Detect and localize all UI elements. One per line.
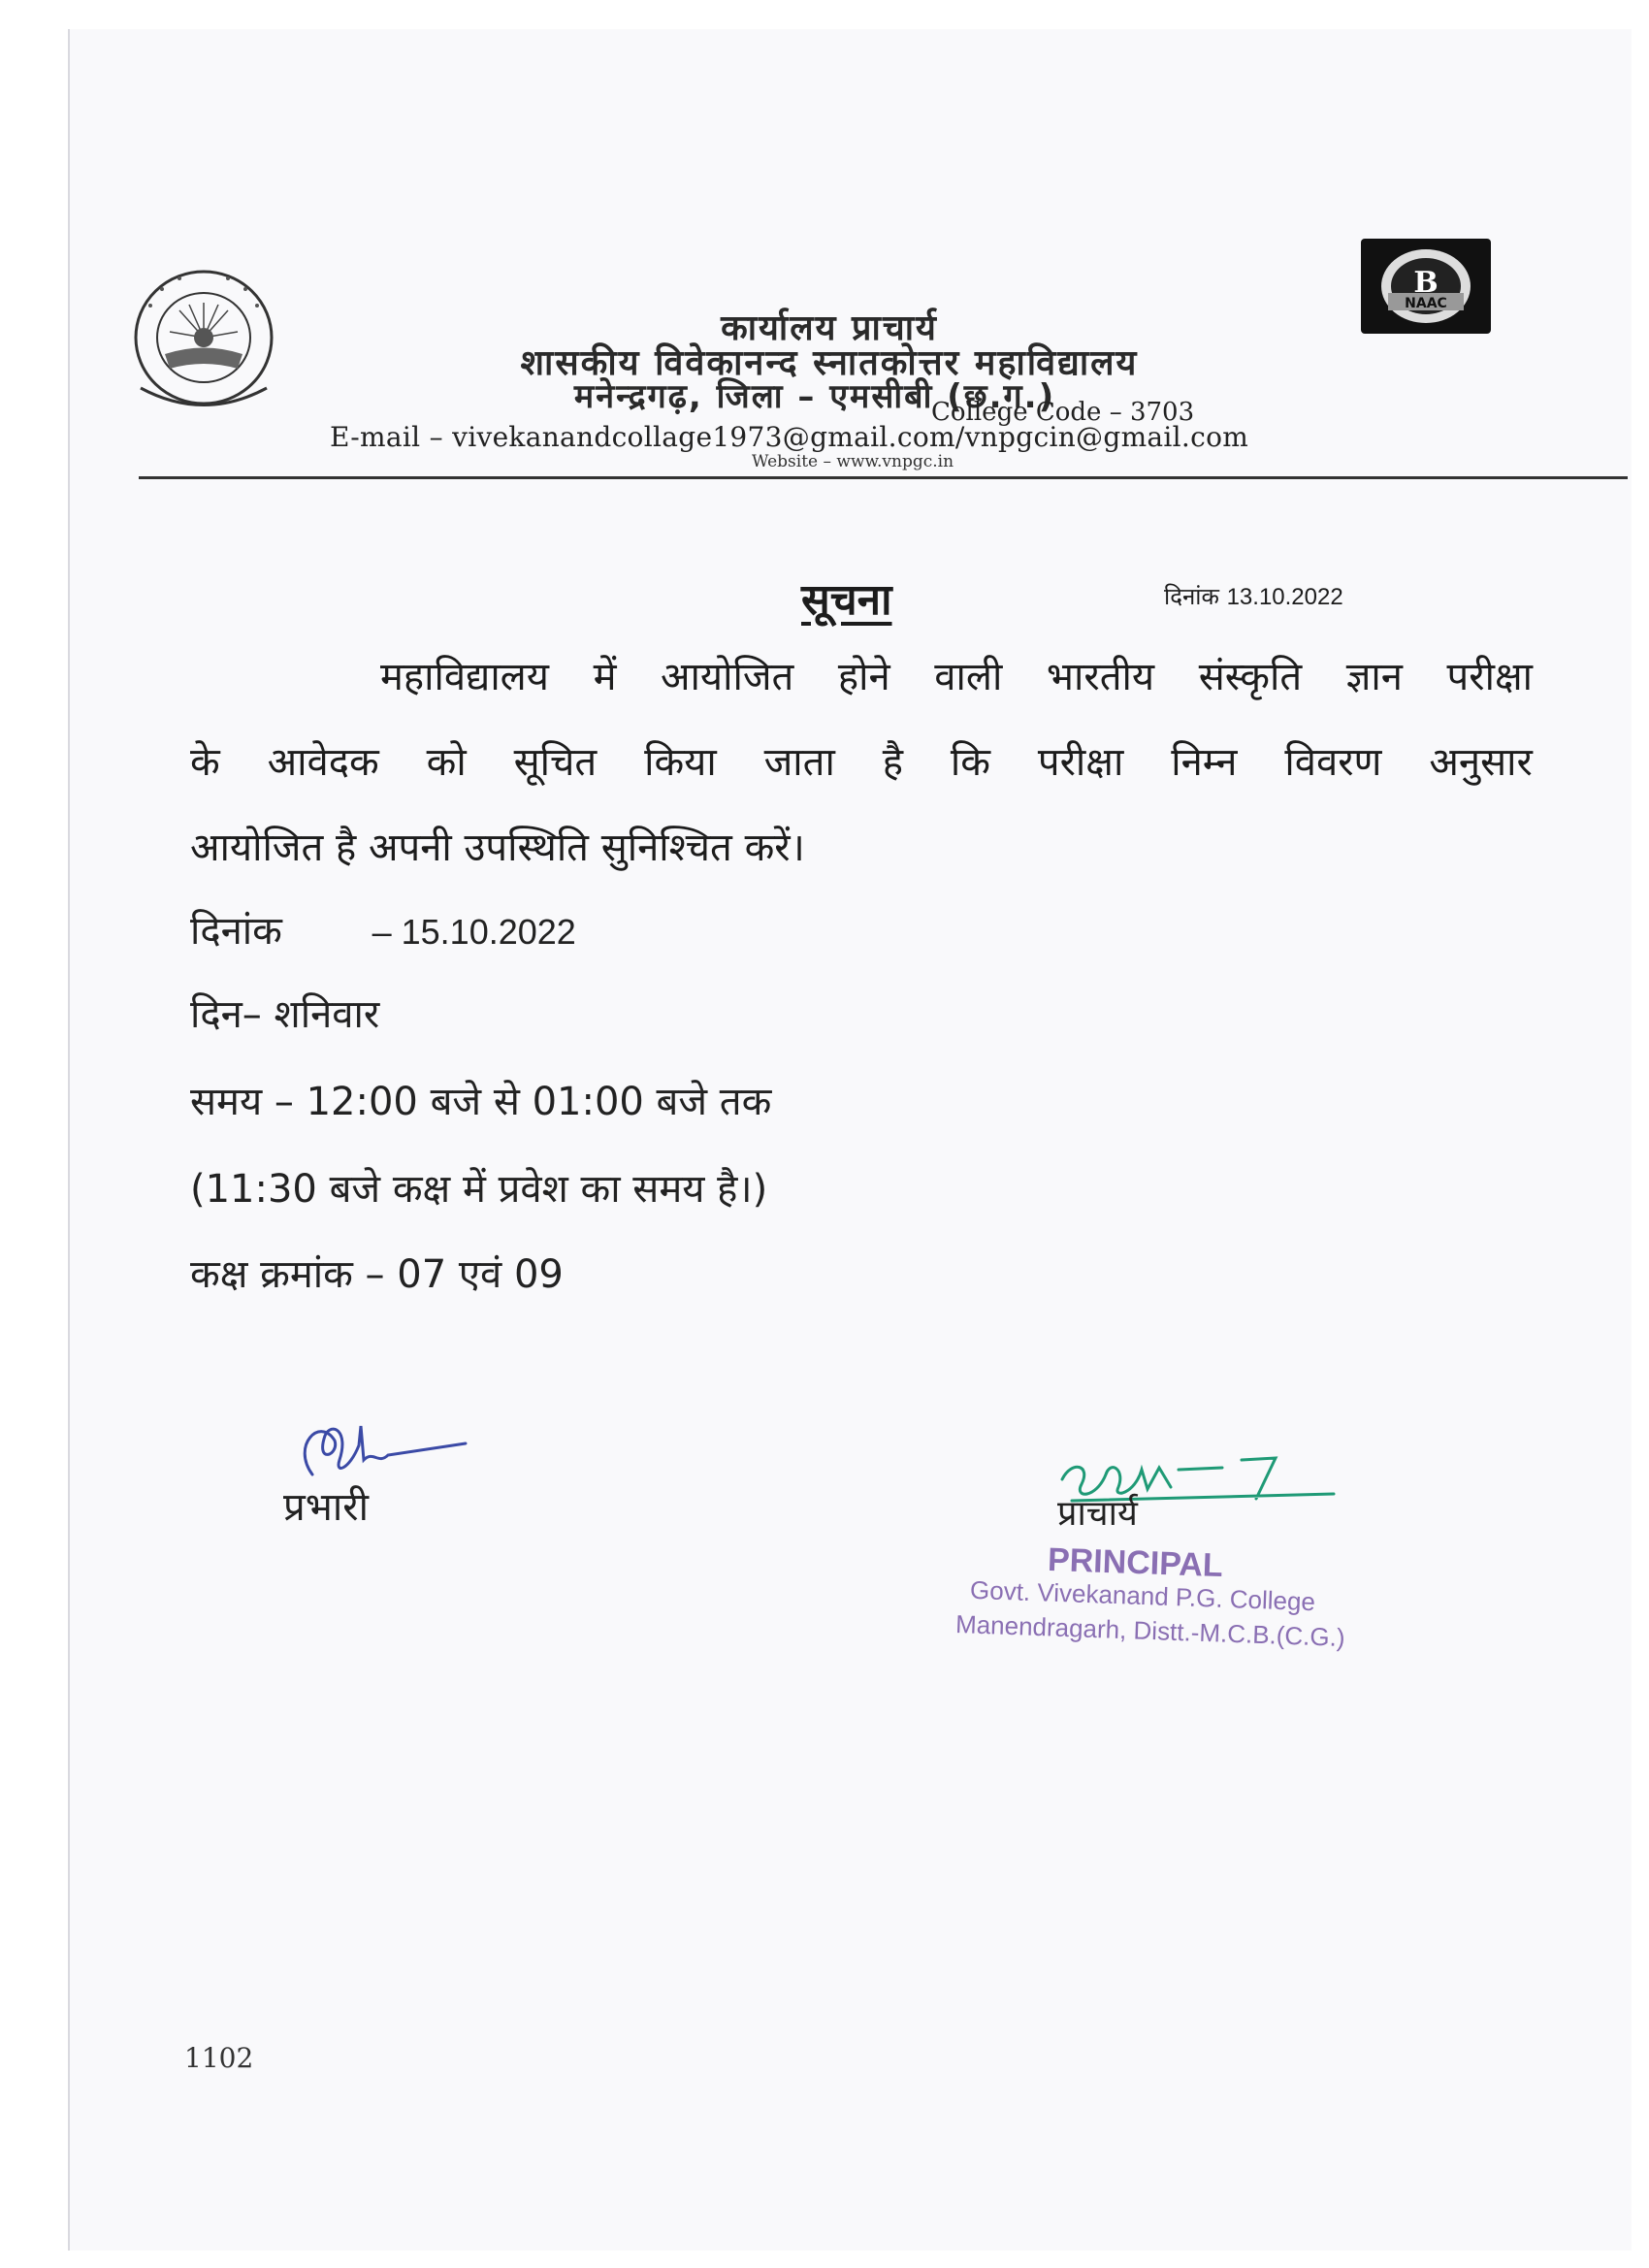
exam-room: कक्ष क्रमांक – 07 एवं 09 bbox=[190, 1252, 564, 1297]
notice-title: सूचना bbox=[801, 575, 892, 625]
paragraph-word: महाविद्यालय bbox=[380, 655, 549, 699]
exam-time: समय – 12:00 बजे से 01:00 बजे तक bbox=[190, 1080, 772, 1124]
principal-stamp-line-2: Manendragarh, Distt.-M.C.B.(C.G.) bbox=[954, 1609, 1346, 1652]
college-name: शासकीय विवेकानन्द स्नातकोत्तर महाविद्यालय bbox=[520, 343, 1139, 383]
notice-paragraph-line-1 bbox=[380, 648, 1533, 701]
exam-date-label: दिनांक bbox=[190, 909, 282, 954]
paragraph-word: होने bbox=[837, 655, 890, 699]
notice-date-label: दिनांक bbox=[1164, 583, 1219, 610]
college-email: E-mail – vivekanandcollage1973@gmail.com/vnpgcin@gmail.com bbox=[330, 421, 1249, 453]
college-website: Website – www.vnpgc.in bbox=[752, 452, 954, 471]
principal-label: प्राचार्य bbox=[1057, 1494, 1138, 1534]
page-number: 1102 bbox=[184, 2042, 254, 2074]
paragraph-word: ज्ञान bbox=[1345, 655, 1403, 699]
paragraph-word: में bbox=[593, 655, 617, 699]
exam-date-row bbox=[190, 902, 576, 956]
paragraph-word: कि bbox=[950, 740, 990, 785]
notice-date-value: 13.10.2022 bbox=[1226, 584, 1343, 610]
notice-date bbox=[1164, 580, 1343, 612]
principal-stamp-line-1: Govt. Vivekanand P.G. College bbox=[969, 1574, 1316, 1617]
paragraph-word: निम्न bbox=[1171, 740, 1238, 785]
exam-date-value: – 15.10.2022 bbox=[372, 912, 576, 952]
paragraph-word: जाता bbox=[763, 740, 835, 785]
college-emblem-logo bbox=[121, 262, 286, 417]
exam-day: दिन– शनिवार bbox=[190, 992, 380, 1037]
paragraph-word: परीक्षा bbox=[1037, 740, 1124, 785]
exam-entry-note: (11:30 बजे कक्ष में प्रवेश का समय है।) bbox=[190, 1167, 768, 1212]
paragraph-word: के bbox=[190, 740, 220, 785]
naac-label: NAAC bbox=[1405, 296, 1447, 311]
paragraph-word: परीक्षा bbox=[1446, 655, 1533, 699]
office-heading: कार्यालय प्राचार्य bbox=[721, 308, 938, 348]
principal-stamp-title: PRINCIPAL bbox=[1047, 1540, 1224, 1585]
paragraph-word: वाली bbox=[934, 655, 1003, 699]
paragraph-word: किया bbox=[644, 740, 717, 785]
paragraph-word: संस्कृति bbox=[1198, 655, 1303, 699]
paragraph-word: आयोजित bbox=[661, 655, 794, 699]
paragraph-word: को bbox=[426, 740, 467, 785]
paragraph-word: आवेदक bbox=[267, 740, 379, 785]
letterhead-divider bbox=[139, 476, 1628, 479]
naac-grade: B bbox=[1413, 266, 1439, 300]
paragraph-word: आयोजित है अपनी उपस्थिति सुनिश्चित करें। bbox=[190, 826, 805, 870]
paragraph-word: भारतीय bbox=[1046, 655, 1155, 699]
notice-paragraph-line-2 bbox=[190, 733, 1533, 787]
notice-paragraph-line-3 bbox=[190, 819, 805, 872]
naac-badge bbox=[1361, 239, 1491, 334]
paragraph-word: है bbox=[882, 740, 903, 785]
college-code: College Code – 3703 bbox=[931, 398, 1195, 427]
paragraph-word: सूचित bbox=[513, 740, 598, 785]
paragraph-word: अनुसार bbox=[1429, 740, 1533, 785]
college-address: मनेन्द्रगढ़, जिला – एमसीबी (छ.ग.) bbox=[573, 377, 1056, 416]
paragraph-word: विवरण bbox=[1284, 740, 1382, 785]
incharge-label: प्रभारी bbox=[283, 1485, 369, 1530]
